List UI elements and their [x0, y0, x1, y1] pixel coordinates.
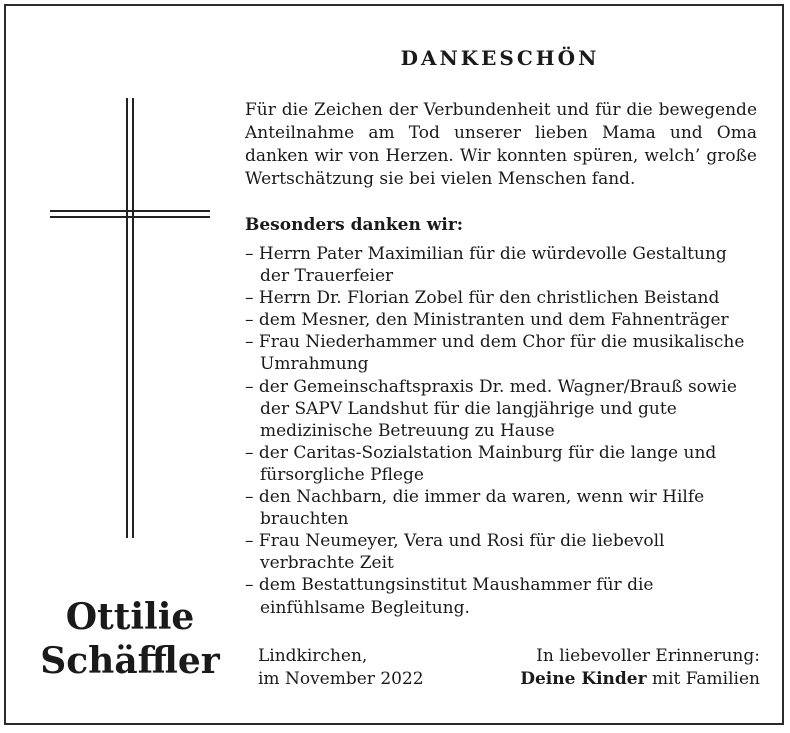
closing-signature: [520, 645, 760, 691]
place-date: [258, 645, 424, 691]
last-name: Schäffler: [40, 640, 220, 682]
thanks-item: – Herrn Pater Maximilian für die würdevolle Gestaltung der Trauerfeier: [245, 244, 727, 287]
intro-text: Für die Zeichen der Verbundenheit und für die bewegende Anteilnahme am Tod unserer lieben Mama und Oma danken wir von Herzen. Wir konnten spüren, welch’ große Wertschätzung sie bei vielen Menschen fand.: [245, 100, 757, 189]
thanks-item: – Frau Neumeyer, Vera und Rosi für die liebevoll verbrachte Zeit: [245, 531, 665, 574]
thanks-heading: Besonders danken wir:: [245, 215, 464, 235]
date-line: im November 2022: [258, 669, 424, 689]
thanks-item: – der Caritas-Sozialstation Mainburg für die lange und fürsorgliche Pflege: [245, 442, 717, 485]
thanks-list: [245, 243, 760, 619]
thanks-item: – dem Bestattungsinstitut Maushammer für die einfühlsame Begleitung.: [245, 575, 654, 618]
signers-rest: mit Familien: [646, 669, 760, 689]
thanks-item: – Herrn Dr. Florian Zobel für den christlichen Beistand: [245, 288, 720, 309]
thanks-item: – den Nachbarn, die immer da waren, wenn wir Hilfe brauchten: [245, 487, 705, 530]
signers-bold: Deine Kinder: [520, 669, 647, 689]
notice-heading: DANKESCHÖN: [400, 46, 600, 70]
cross-icon: [45, 98, 215, 538]
closing-line: In liebevoller Erinnerung:: [536, 646, 760, 666]
signers-line: [520, 668, 760, 691]
thanks-item: – der Gemeinschaftspraxis Dr. med. Wagner/Brauß sowie der SAPV Landshut für die langjährige und gute medizinische Betreuung zu Hause: [245, 376, 737, 441]
first-name: Ottilie: [65, 596, 195, 638]
thanks-item: – dem Mesner, den Ministranten und dem Fahnenträger: [245, 310, 729, 331]
thanks-item: – Frau Niederhammer und dem Chor für die musikalische Umrahmung: [245, 332, 745, 375]
place-line: Lindkirchen,: [258, 646, 368, 666]
deceased-name: [30, 595, 230, 683]
